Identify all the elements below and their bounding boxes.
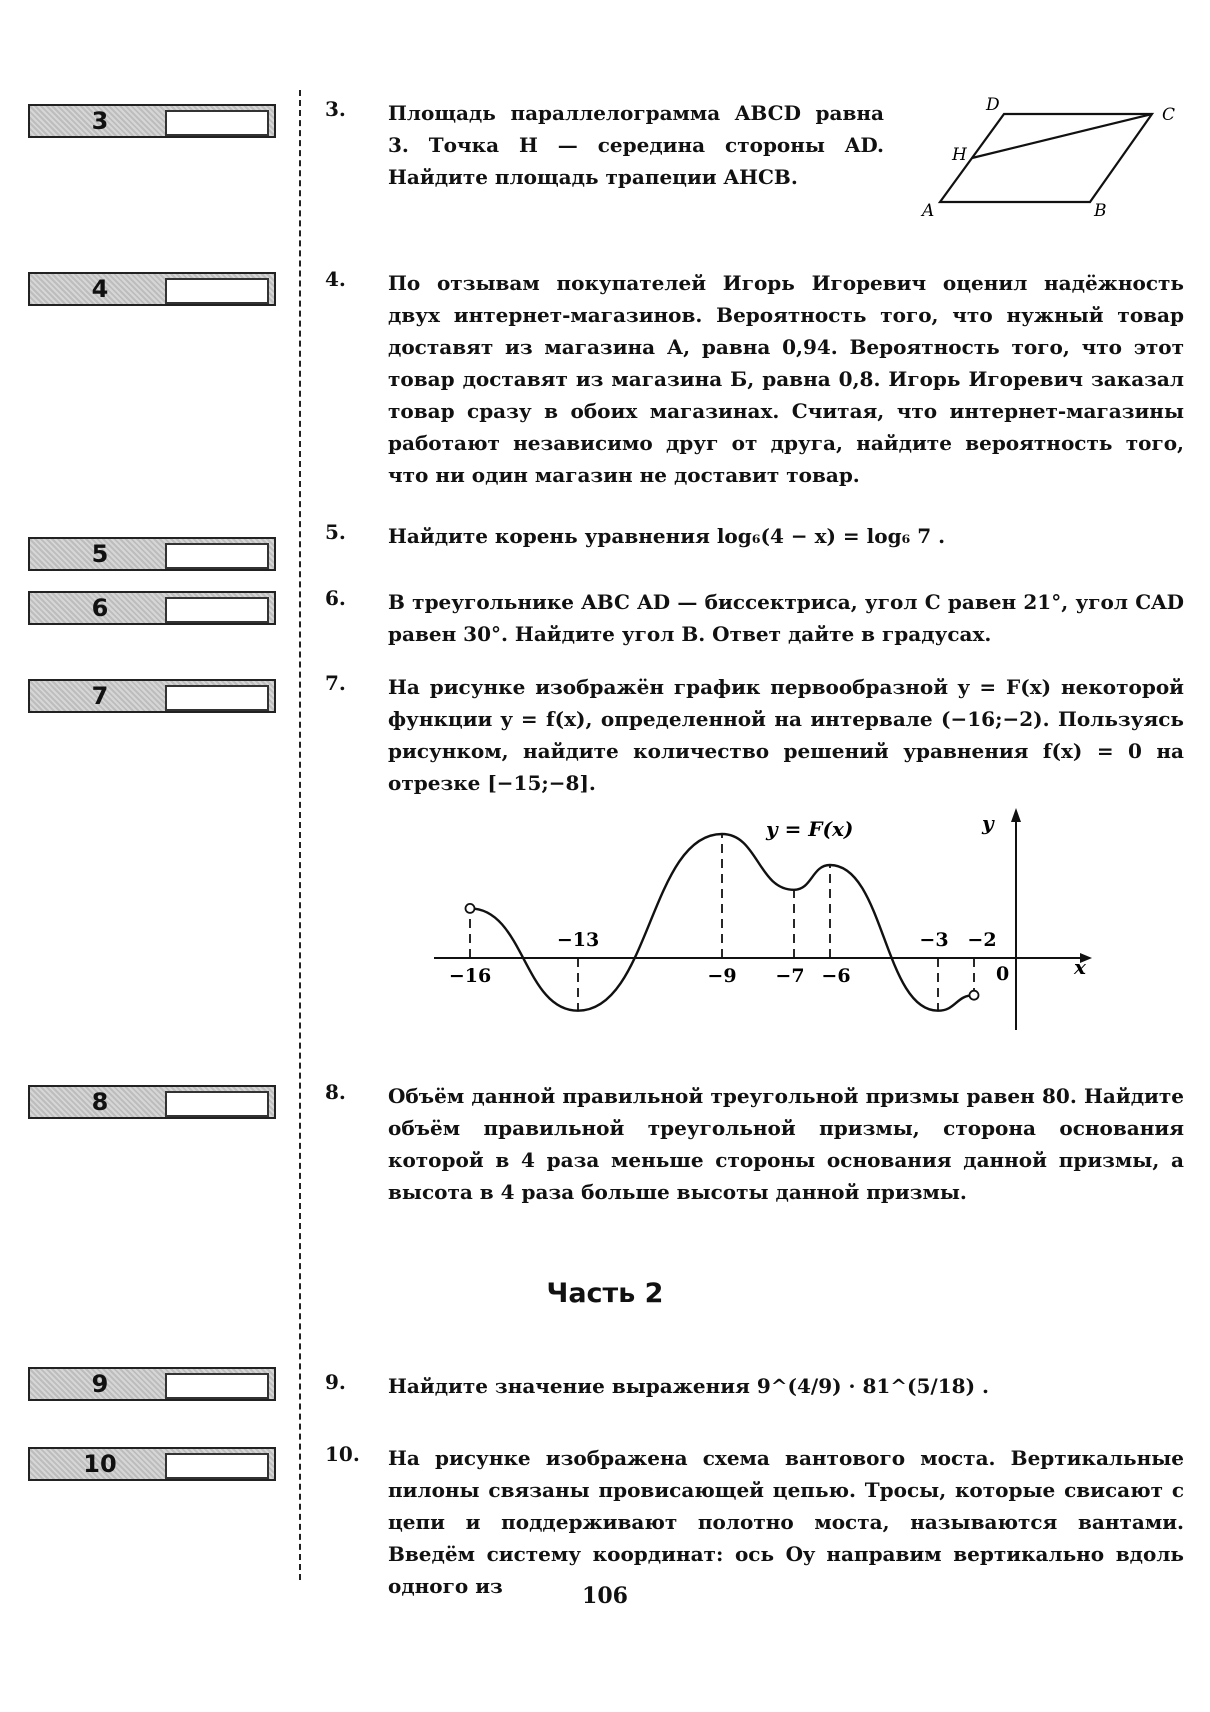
answer-field[interactable] xyxy=(165,597,269,623)
answer-box-3 xyxy=(28,104,276,138)
problem-6-number: 6. xyxy=(325,586,346,610)
answer-field[interactable] xyxy=(165,543,269,569)
open-endpoint xyxy=(466,904,475,913)
answer-box-number: 5 xyxy=(91,540,109,568)
answer-box-number: 7 xyxy=(91,682,109,710)
answer-box-number: 4 xyxy=(91,275,109,303)
answer-box-5 xyxy=(28,537,276,571)
problem-5-number: 5. xyxy=(325,520,346,544)
problem-3-number: 3. xyxy=(325,97,346,121)
answer-field[interactable] xyxy=(165,278,269,304)
answer-box-9 xyxy=(28,1367,276,1401)
tick-label: −13 xyxy=(556,929,600,951)
problem-7-text: На рисунке изображён график первообразной y = F(x) некоторой функции y = f(x), определенной на интервале (−16;−2). Пользуясь рисунком, найдите количество решений уравнения f(x) = 0 на отрезке [−15;−8]. xyxy=(388,675,1184,795)
y-axis-arrow xyxy=(1011,808,1021,822)
answer-box-8 xyxy=(28,1085,276,1119)
problem-4-text: По отзывам покупателей Игорь Игоревич оценил надёжность двух интернет-магазинов. Вероятность того, что нужный товар доставят из магазина А, равна 0,94. Вероятность того, что этот товар доставят из магазина Б, равна 0,8. Игорь Игоревич заказал товар сразу в обоих магазинах. Считая, что интернет-магазины работают независимо друг от друга, найдите вероятность того, что ни один магазин не доставит товар. xyxy=(388,271,1184,487)
problem-9-text: Найдите значение выражения 9^(4/9) · 81^(5/18) . xyxy=(388,1374,989,1398)
answer-box-number: 9 xyxy=(91,1370,109,1398)
problem-7-number: 7. xyxy=(325,671,346,695)
curve-label: y = F(x) xyxy=(766,817,854,841)
tick-label: −9 xyxy=(707,965,737,987)
problem-3-text: Площадь параллелограмма ABCD равна 3. Точка H — середина стороны AD. Найдите площадь трапеции AHCB. xyxy=(388,101,884,189)
problem-6-text: В треугольнике ABC AD — биссектриса, угол C равен 21°, угол CAD равен 30°. Найдите угол B. Ответ дайте в градусах. xyxy=(388,590,1184,646)
parallelogram-figure xyxy=(910,92,1190,228)
problem-8-text: Объём данной правильной треугольной призмы равен 80. Найдите объём правильной треугольной призмы, сторона основания которой в 4 раза меньше стороны основания данной призмы, а высота в 4 раза больше высоты данной призмы. xyxy=(388,1084,1184,1204)
answer-field[interactable] xyxy=(165,1453,269,1479)
tick-label: −6 xyxy=(821,965,851,987)
answer-box-number: 10 xyxy=(83,1450,117,1478)
antiderivative-graph xyxy=(420,800,1120,1040)
y-axis-label: y xyxy=(982,811,994,835)
label-d: D xyxy=(986,95,1000,115)
answer-field[interactable] xyxy=(165,1373,269,1399)
page-number: 106 xyxy=(582,1583,628,1609)
problem-10-text: На рисунке изображена схема вантового моста. Вертикальные пилоны связаны провисающей цепью. Тросы, которые свисают с цепи и поддерживают полотно моста, называются вантами. Введём систему координат: ось Oy направим вертикально вдоль одного из xyxy=(388,1446,1184,1598)
answer-field[interactable] xyxy=(165,1091,269,1117)
answer-box-4 xyxy=(28,272,276,306)
x-axis-label: x xyxy=(1074,955,1086,979)
answer-box-number: 3 xyxy=(91,107,109,135)
problem-5-text: Найдите корень уравнения log₆(4 − x) = log₆ 7 . xyxy=(388,524,946,548)
tick-label: −7 xyxy=(775,965,805,987)
section-heading: Часть 2 xyxy=(546,1278,664,1309)
problem-10-number: 10. xyxy=(325,1442,360,1466)
open-endpoint xyxy=(970,991,979,1000)
tick-label: −2 xyxy=(967,929,997,951)
cut-line xyxy=(299,90,301,1580)
answer-field[interactable] xyxy=(165,110,269,136)
problem-4-number: 4. xyxy=(325,267,346,291)
answer-box-number: 6 xyxy=(91,594,109,622)
origin-label: 0 xyxy=(996,963,1010,985)
label-a: A xyxy=(922,201,935,221)
answer-box-7 xyxy=(28,679,276,713)
tick-label: −3 xyxy=(919,929,949,951)
label-b: B xyxy=(1094,201,1107,221)
tick-label: −16 xyxy=(448,965,492,987)
label-h: H xyxy=(952,145,967,165)
problem-8-number: 8. xyxy=(325,1080,346,1104)
label-c: C xyxy=(1162,105,1176,125)
problem-9-number: 9. xyxy=(325,1370,346,1394)
answer-field[interactable] xyxy=(165,685,269,711)
answer-box-number: 8 xyxy=(91,1088,109,1116)
answer-box-10 xyxy=(28,1447,276,1481)
answer-box-6 xyxy=(28,591,276,625)
